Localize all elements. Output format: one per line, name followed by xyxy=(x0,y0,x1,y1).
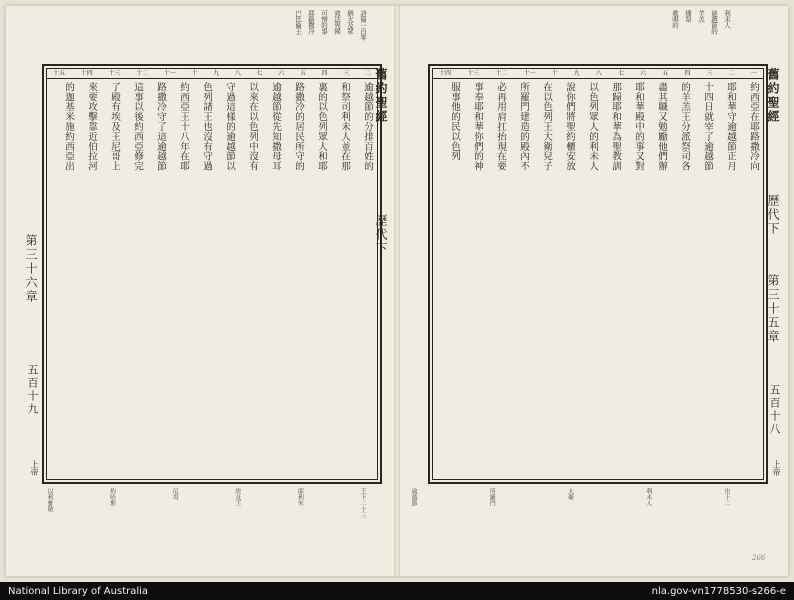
column-number: 七 xyxy=(256,70,263,77)
top-note: 歌唱的 xyxy=(671,10,679,28)
bottom-note: 埃及王 xyxy=(233,488,241,506)
text-column: 路撒冷守了這逾越節 xyxy=(155,82,166,172)
column-number: 十四 xyxy=(439,70,452,77)
left-top-notes xyxy=(46,10,366,60)
column-number: 十二 xyxy=(136,70,149,77)
top-note: 猶大及眾 xyxy=(346,10,354,34)
text-column: 必再用肩扛抬現在要 xyxy=(495,82,506,172)
top-note: 利未人 xyxy=(723,10,731,28)
top-note: 耶路撒冷 xyxy=(307,10,315,34)
left-running-head: 舊約聖經 xyxy=(374,68,388,124)
column-number: 九 xyxy=(573,70,580,77)
column-number: 八 xyxy=(595,70,602,77)
column-number: 五 xyxy=(299,70,306,77)
right-chapter: 第三十五章 xyxy=(766,274,780,344)
bottom-note: 尼哥 xyxy=(171,488,179,500)
pencil-note: 266 xyxy=(752,554,766,562)
text-column: 以色列眾人的利未人 xyxy=(587,82,598,172)
column-number: 十一 xyxy=(523,70,536,77)
text-column: 這事以後約西亞修完 xyxy=(132,82,143,172)
left-column-numbers xyxy=(47,69,377,79)
column-number: 十一 xyxy=(163,70,176,77)
text-column: 以來在以色列中沒有 xyxy=(247,82,258,172)
text-column: 服事他的民以色列 xyxy=(449,82,460,162)
top-note: 可憎的事 xyxy=(320,10,328,34)
text-column: 所羅門建造的殿內不 xyxy=(518,82,529,172)
left-chapter: 第三十六章 xyxy=(24,234,38,304)
text-column: 逾越節的分排百姓的 xyxy=(362,82,373,172)
text-column: 路撒冷的居民所守的 xyxy=(293,82,304,172)
text-column: 說你們將聖約櫃安放 xyxy=(564,82,575,172)
right-top-notes xyxy=(410,10,730,60)
text-column: 和祭司利未人並在那 xyxy=(339,82,350,172)
text-column: 十四日就宰了逾越節 xyxy=(702,82,713,172)
column-number: 十三 xyxy=(467,70,480,77)
footer-identifier: nla.gov-vn1778530-s266-e xyxy=(651,585,786,597)
left-page-number: 五百十九 xyxy=(26,364,39,416)
column-number: 八 xyxy=(234,70,241,77)
left-page-mark: 上帝 xyxy=(30,460,39,476)
top-note: 燔祭 xyxy=(684,10,692,22)
column-number: 十 xyxy=(551,70,558,77)
top-note: 詩篇一百零 xyxy=(359,10,367,40)
text-column: 耶和華守逾越節正月 xyxy=(725,82,736,172)
bottom-note: 以利雅敬 xyxy=(46,488,53,512)
text-column: 在以色列王大衛兒子 xyxy=(541,82,552,172)
bottom-note: 耶利米 xyxy=(296,488,304,506)
bottom-note: 王下二十三 xyxy=(358,488,366,518)
bottom-note: 大衛 xyxy=(566,488,574,500)
bottom-note: 出十二 xyxy=(723,488,730,506)
column-number: 三 xyxy=(343,70,350,77)
text-column: 守過這樣的逾越節以 xyxy=(224,82,235,172)
bottom-note: 約哈斯 xyxy=(108,488,116,506)
column-number: 一 xyxy=(750,70,757,77)
top-note: 逾越節的 xyxy=(710,10,718,34)
top-note: 巴比倫王 xyxy=(294,10,302,34)
column-number: 十二 xyxy=(495,70,508,77)
right-running-head-margin xyxy=(750,64,782,484)
column-number: 五 xyxy=(662,70,669,77)
column-number: 十四 xyxy=(80,70,93,77)
left-text-frame xyxy=(42,64,382,484)
column-number: 十五 xyxy=(53,70,66,77)
text-column: 事奉耶和華你們的神 xyxy=(472,82,483,172)
right-bottom-notes xyxy=(410,488,730,548)
text-column: 的羊羔王分派祭司各 xyxy=(679,82,690,172)
left-page xyxy=(6,6,394,576)
column-number: 三 xyxy=(706,70,713,77)
text-column: 來要攻擊靠近伯拉河 xyxy=(86,82,97,172)
column-number: 十三 xyxy=(108,70,121,77)
right-page xyxy=(400,6,788,576)
column-number: 二 xyxy=(364,70,371,77)
text-column: 那歸耶和華為聖教訓 xyxy=(610,82,621,172)
right-section: 歷代下 xyxy=(766,194,780,236)
right-text-frame xyxy=(428,64,768,484)
bottom-note: 所羅門 xyxy=(488,488,496,506)
text-column: 耶和華殿中的事又對 xyxy=(633,82,644,172)
column-number: 十 xyxy=(191,70,198,77)
column-number: 七 xyxy=(617,70,624,77)
text-column: 盡其職又勉勵他們辦 xyxy=(656,82,667,172)
left-text-columns xyxy=(47,80,377,479)
column-number: 六 xyxy=(278,70,285,77)
text-column: 逾越節從先知撒母耳 xyxy=(270,82,281,172)
left-running-head-margin xyxy=(358,64,390,484)
top-note: 羊羔 xyxy=(697,10,705,22)
book-gutter xyxy=(394,6,400,576)
text-column: 色列諸王也沒有守過 xyxy=(201,82,212,172)
column-number: 四 xyxy=(684,70,691,77)
footer-library-name: National Library of Australia xyxy=(8,585,149,597)
text-column: 了殿有埃及王尼哥上 xyxy=(109,82,120,172)
right-running-head: 舊約聖經 xyxy=(766,68,780,124)
column-number: 二 xyxy=(728,70,735,77)
top-note: 效法列國 xyxy=(333,10,341,34)
column-number: 四 xyxy=(321,70,328,77)
column-number: 九 xyxy=(213,70,220,77)
footer-bar xyxy=(0,582,794,600)
left-bottom-notes xyxy=(46,488,366,548)
column-number: 六 xyxy=(640,70,647,77)
right-page-mark: 上帝 xyxy=(772,460,781,476)
left-section: 歷代下 xyxy=(374,214,388,256)
left-margin xyxy=(8,64,40,484)
text-column: 約西亞在耶路撒冷向 xyxy=(748,82,759,172)
text-column: 約西亞王十八年在耶 xyxy=(178,82,189,172)
text-column: 的迦基米施約西亞出 xyxy=(63,82,74,172)
right-page-number: 五百十八 xyxy=(768,384,781,436)
bottom-note: 利未人 xyxy=(644,488,652,506)
right-column-numbers xyxy=(433,69,763,79)
bottom-note: 逾越節 xyxy=(410,488,417,506)
text-column: 裏的以色列眾人和耶 xyxy=(316,82,327,172)
right-text-columns xyxy=(433,80,763,479)
